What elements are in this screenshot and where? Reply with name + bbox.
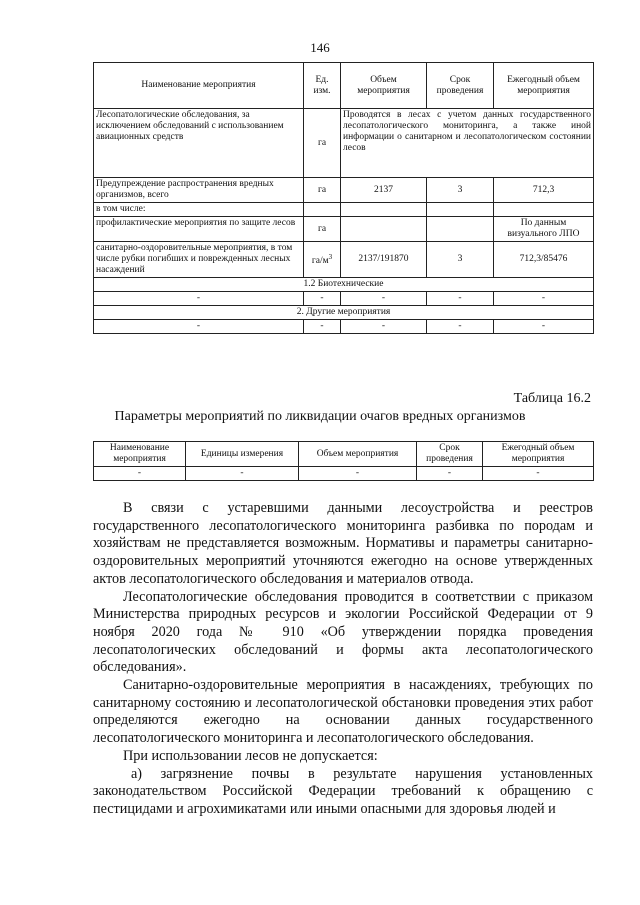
row-name: санитарно-оздоровительные мероприятия, в том числе рубки погибших и поврежденных лесных насаждений: [94, 242, 304, 278]
table-header-row: [94, 442, 594, 467]
table-row: [94, 217, 594, 242]
table-header-row: [94, 63, 594, 109]
section-row: [94, 278, 594, 292]
cell: -: [427, 292, 494, 306]
cell: -: [494, 320, 594, 334]
header-name: Наименование мероприятия: [94, 442, 186, 467]
cell: -: [304, 292, 341, 306]
row-unit: [304, 242, 341, 278]
row-term: 3: [427, 178, 494, 203]
header-volume: Объем мероприятия: [299, 442, 417, 467]
table-row: [94, 178, 594, 203]
cell: -: [304, 320, 341, 334]
header-volume: Объем мероприятия: [341, 63, 427, 109]
table-row: [94, 467, 594, 481]
header-annual: Ежегодный объем мероприятия: [483, 442, 594, 467]
header-term: Срок проведения: [427, 63, 494, 109]
row-unit: га: [304, 178, 341, 203]
table-row: [94, 242, 594, 278]
paragraph: Лесопатологические обследования проводится в соответствии с приказом Министерства природных ресурсов и экологии Российской Федерации от 9 ноября 2020 года № 910 «Об утверждении порядка проведения лесопатологических обследований и формы акта лесопатологического обследования».: [93, 588, 593, 676]
header-name: Наименование мероприятия: [94, 63, 304, 109]
row-volume: Проводятся в лесах с учетом данных государственного лесопатологического мониторинга, а также иной информации о санитарном и лесопатологическом состоянии лесов: [341, 109, 594, 178]
header-term: Срок проведения: [417, 442, 483, 467]
row-name: Предупреждение распространения вредных организмов, всего: [94, 178, 304, 203]
table-row: [94, 203, 594, 217]
cell: -: [186, 467, 299, 481]
unit-text: га/м: [311, 256, 329, 267]
row-volume: 2137/191870: [341, 242, 427, 278]
section-title: 2. Другие мероприятия: [94, 306, 594, 320]
section-row: [94, 306, 594, 320]
paragraph: Санитарно-оздоровительные мероприятия в насаждениях, требующих по санитарному состоянию и лесопатологической обстановки проведения этих работ определяются ежегодно на основании данных государственного лесопатологического мониторинга и лесопатологического обследования.: [93, 677, 593, 747]
row-annual: По данным визуального ЛПО: [494, 217, 594, 242]
row-name: в том числе:: [94, 203, 304, 217]
table-title: Параметры мероприятий по ликвидации очагов вредных организмов: [114, 409, 526, 424]
table-row: [94, 292, 594, 306]
table-row: [94, 320, 594, 334]
section-title: 1.2 Биотехнические: [94, 278, 594, 292]
row-name: профилактические мероприятия по защите лесов: [94, 217, 304, 242]
body-text: [93, 500, 593, 819]
header-unit: Единицы измерения: [186, 442, 299, 467]
cell: -: [494, 292, 594, 306]
paragraph: В связи с устаревшими данными лесоустройства и реестров государственного лесопатологического мониторинга разбивка по породам и хозяйствам не представляется возможным. Нормативы и параметры санитарно-оздоровительных мероприятий уточняются ежегодно на основе утвержденных актов лесопатологического обследования и материалов отвода.: [93, 500, 593, 587]
row-term: 3: [427, 242, 494, 278]
table-row: [94, 109, 594, 178]
cell: -: [483, 467, 594, 481]
unit-superscript: 3: [328, 252, 333, 261]
activities-table: [93, 62, 594, 334]
row-annual: 712,3/85476: [494, 242, 594, 278]
table-label: Таблица 16.2: [513, 391, 591, 406]
header-annual: Ежегодный объем мероприятия: [494, 63, 594, 109]
cell: -: [417, 467, 483, 481]
row-unit: га: [304, 109, 341, 178]
cell: -: [427, 320, 494, 334]
paragraph: а) загрязнение почвы в результате нарушения установленных законодательством Российской Федерации требований к обращению с пестицидами и агрохимикатами или иными опасными для здоровья людей и: [93, 765, 593, 817]
row-name: Лесопатологические обследования, за исключением обследований с использованием авиационных средств: [94, 109, 304, 178]
row-annual: 712,3: [494, 178, 594, 203]
pest-table: [93, 441, 594, 481]
cell: -: [94, 292, 304, 306]
header-unit: Ед. изм.: [304, 63, 341, 109]
page-number: 146: [310, 40, 330, 55]
cell: -: [94, 467, 186, 481]
cell: -: [94, 320, 304, 334]
cell: -: [299, 467, 417, 481]
cell: -: [341, 320, 427, 334]
cell: -: [341, 292, 427, 306]
row-volume: 2137: [341, 178, 427, 203]
row-unit: га: [304, 217, 341, 242]
paragraph: При использовании лесов не допускается:: [123, 747, 378, 764]
